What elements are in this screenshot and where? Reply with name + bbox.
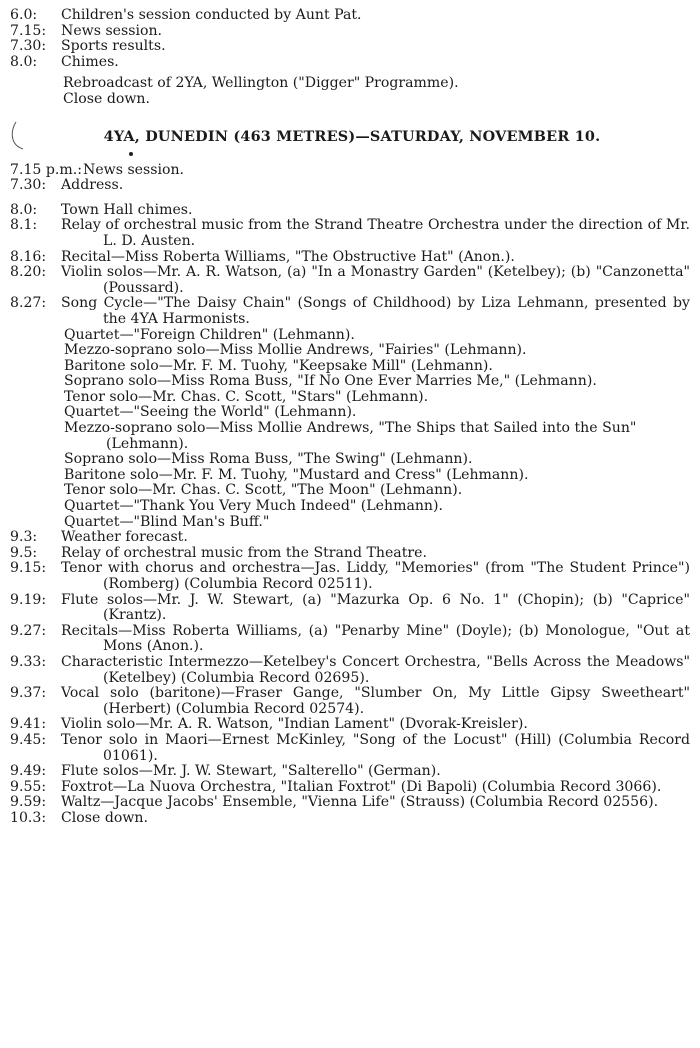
- programme-text: News session.: [83, 161, 185, 178]
- list-item: [10, 530, 690, 546]
- programme-text: Recitals—Miss Roberta Williams, (a) "Penarby Mine" (Doyle); (b) Monologue, "Out at Mons (Anon.).: [61, 622, 690, 655]
- list-item: [10, 24, 690, 40]
- programme-text: Town Hall chimes.: [61, 201, 193, 218]
- time-label: 9.55:: [10, 778, 47, 795]
- list-item: Rebroadcast of 2YA, Wellington ("Digger" Programme).: [63, 75, 459, 92]
- time-label: 9.15:: [10, 560, 47, 577]
- programme-text: Relay of orchestral music from the Strand Theatre.: [61, 544, 427, 561]
- list-item: [10, 39, 690, 55]
- time-label: 9.19:: [10, 591, 47, 608]
- list-item: Soprano solo—Miss Roma Buss, "If No One Ever Marries Me," (Lehmann).: [64, 373, 597, 390]
- list-item: [10, 655, 690, 686]
- time-label: 9.27:: [10, 622, 47, 639]
- list-item: Tenor solo—Mr. Chas. C. Scott, "The Moon" (Lehmann).: [64, 482, 463, 499]
- song-cycle-items: [10, 328, 690, 531]
- programme-text: Characteristic Intermezzo—Ketelbey's Concert Orchestra, "Bells Across the Meadows" (Ketelbey) (Columbia Record 02695).: [61, 653, 690, 686]
- list-item: [10, 296, 690, 327]
- programme-text: Violin solo—Mr. A. R. Watson, "Indian Lament" (Dvorak-Kreisler).: [61, 716, 528, 733]
- programme-text: Vocal solo (baritone)—Fraser Gange, "Slumber On, My Little Gipsy Sweetheart" (Herbert) (Columbia Record 02574).: [61, 685, 690, 717]
- list-item: Mezzo-soprano solo—Miss Mollie Andrews, "Fairies" (Lehmann).: [64, 342, 527, 359]
- list-item: [10, 686, 690, 717]
- bullet-dot-icon: [129, 152, 133, 156]
- time-label: 8.20:: [10, 264, 47, 281]
- programme-text: Foxtrot—La Nuova Orchestra, "Italian Foxtrot" (Di Bapoli) (Columbia Record 3066).: [61, 778, 662, 795]
- list-item: Quartet—"Blind Man's Buff.": [64, 513, 270, 530]
- list-item: Soprano solo—Miss Roma Buss, "The Swing" (Lehmann).: [64, 451, 473, 468]
- list-item: [10, 561, 690, 592]
- list-item: [10, 250, 690, 266]
- list-item: [10, 795, 690, 811]
- programme-text: Recital—Miss Roberta Williams, "The Obstructive Hat" (Anon.).: [61, 248, 515, 265]
- time-label: 9.37:: [10, 685, 47, 702]
- programme-text: Relay of orchestral music from the Strand Theatre Orchestra under the direction of Mr. L. D. Austen.: [61, 217, 690, 249]
- programme-text: Close down.: [61, 809, 148, 826]
- list-item: [10, 55, 690, 71]
- list-item: Quartet—"Foreign Children" (Lehmann).: [64, 326, 355, 343]
- time-label: 9.45:: [10, 731, 47, 748]
- list-item: Quartet—"Seeing the World" (Lehmann).: [64, 404, 357, 421]
- list-item: [10, 8, 690, 24]
- list-item: [10, 733, 690, 764]
- programme-text: Tenor with chorus and orchestra—Jas. Liddy, "Memories" (from "The Student Prince") (Romberg) (Columbia Record 02511).: [61, 560, 690, 592]
- programme-text: Flute solos—Mr. J. W. Stewart, (a) "Mazurka Op. 6 No. 1" (Chopin); (b) "Caprice" (Krantz).: [61, 591, 690, 624]
- programme-text: Waltz—Jacque Jacobs' Ensemble, "Vienna Life" (Strauss) (Columbia Record 02556).: [61, 794, 659, 811]
- programme-text: Chimes.: [61, 53, 119, 70]
- programme-text: Children's session conducted by Aunt Pat.: [61, 7, 362, 23]
- programme-text: Tenor solo in Maori—Ernest McKinley, "Song of the Locust" (Hill) (Columbia Record 01061).: [61, 731, 690, 764]
- time-label: 8.1:: [10, 217, 38, 234]
- time-label: 7.15 p.m.:: [10, 161, 82, 178]
- time-label: 8.0:: [10, 53, 38, 70]
- time-label: 8.16:: [10, 248, 47, 265]
- list-item: [10, 218, 690, 249]
- list-item: Mezzo-soprano solo—Miss Mollie Andrews, "The Ships that Sailed into the Sun" (Lehmann).: [64, 420, 637, 452]
- list-item: [10, 546, 690, 562]
- programme-text: Sports results.: [61, 38, 166, 55]
- time-label: 9.59:: [10, 794, 47, 811]
- list-item: [10, 203, 690, 219]
- ink-mark-icon: [10, 120, 24, 150]
- list-item: [10, 265, 690, 296]
- programme-text: Flute solos—Mr. J. W. Stewart, "Salterello" (German).: [61, 763, 441, 780]
- time-label: 7.15:: [10, 22, 47, 39]
- programme-text: News session.: [61, 22, 163, 39]
- programme-text: Address.: [61, 177, 124, 194]
- previous-station-listing: [10, 8, 690, 108]
- time-label: 9.49:: [10, 763, 47, 780]
- time-label: 10.3:: [10, 809, 47, 826]
- time-label: 7.30:: [10, 38, 47, 55]
- time-label: 9.33:: [10, 653, 47, 670]
- time-label: 9.3:: [10, 529, 38, 546]
- list-item: Tenor solo—Mr. Chas. C. Scott, "Stars" (Lehmann).: [64, 388, 429, 405]
- list-item: Baritone solo—Mr. F. M. Tuohy, "Mustard and Cress" (Lehmann).: [64, 466, 529, 483]
- list-item: [10, 764, 690, 780]
- list-item: Baritone solo—Mr. F. M. Tuohy, "Keepsake Mill" (Lehmann).: [64, 357, 493, 374]
- time-label: 8.27:: [10, 295, 47, 312]
- list-item: [10, 163, 690, 179]
- list-item: [10, 624, 690, 655]
- programme-text: Weather forecast.: [61, 529, 188, 546]
- list-item: [10, 178, 690, 194]
- programme-text: Song Cycle—"The Daisy Chain" (Songs of Childhood) by Liza Lehmann, presented by the 4YA Harmonists.: [61, 295, 690, 327]
- station-listing: [10, 163, 690, 827]
- list-item: Close down.: [63, 90, 150, 107]
- time-label: 6.0:: [10, 7, 38, 23]
- time-label: 9.41:: [10, 716, 47, 733]
- list-item: [10, 780, 690, 796]
- time-label: 7.30:: [10, 177, 47, 194]
- time-label: 8.0:: [10, 201, 38, 218]
- programme-text: Violin solos—Mr. A. R. Watson, (a) "In a Monastry Garden" (Ketelbey); (b) "Canzonetta" (Poussard).: [61, 264, 690, 296]
- list-item: [10, 811, 690, 827]
- time-label: 9.5:: [10, 544, 38, 561]
- list-item: [10, 717, 690, 733]
- list-item: Quartet—"Thank You Very Much Indeed" (Lehmann).: [64, 498, 443, 515]
- list-item: [10, 593, 690, 624]
- station-heading: 4YA, DUNEDIN (463 METRES)—SATURDAY, NOVEMBER 10.: [103, 127, 601, 145]
